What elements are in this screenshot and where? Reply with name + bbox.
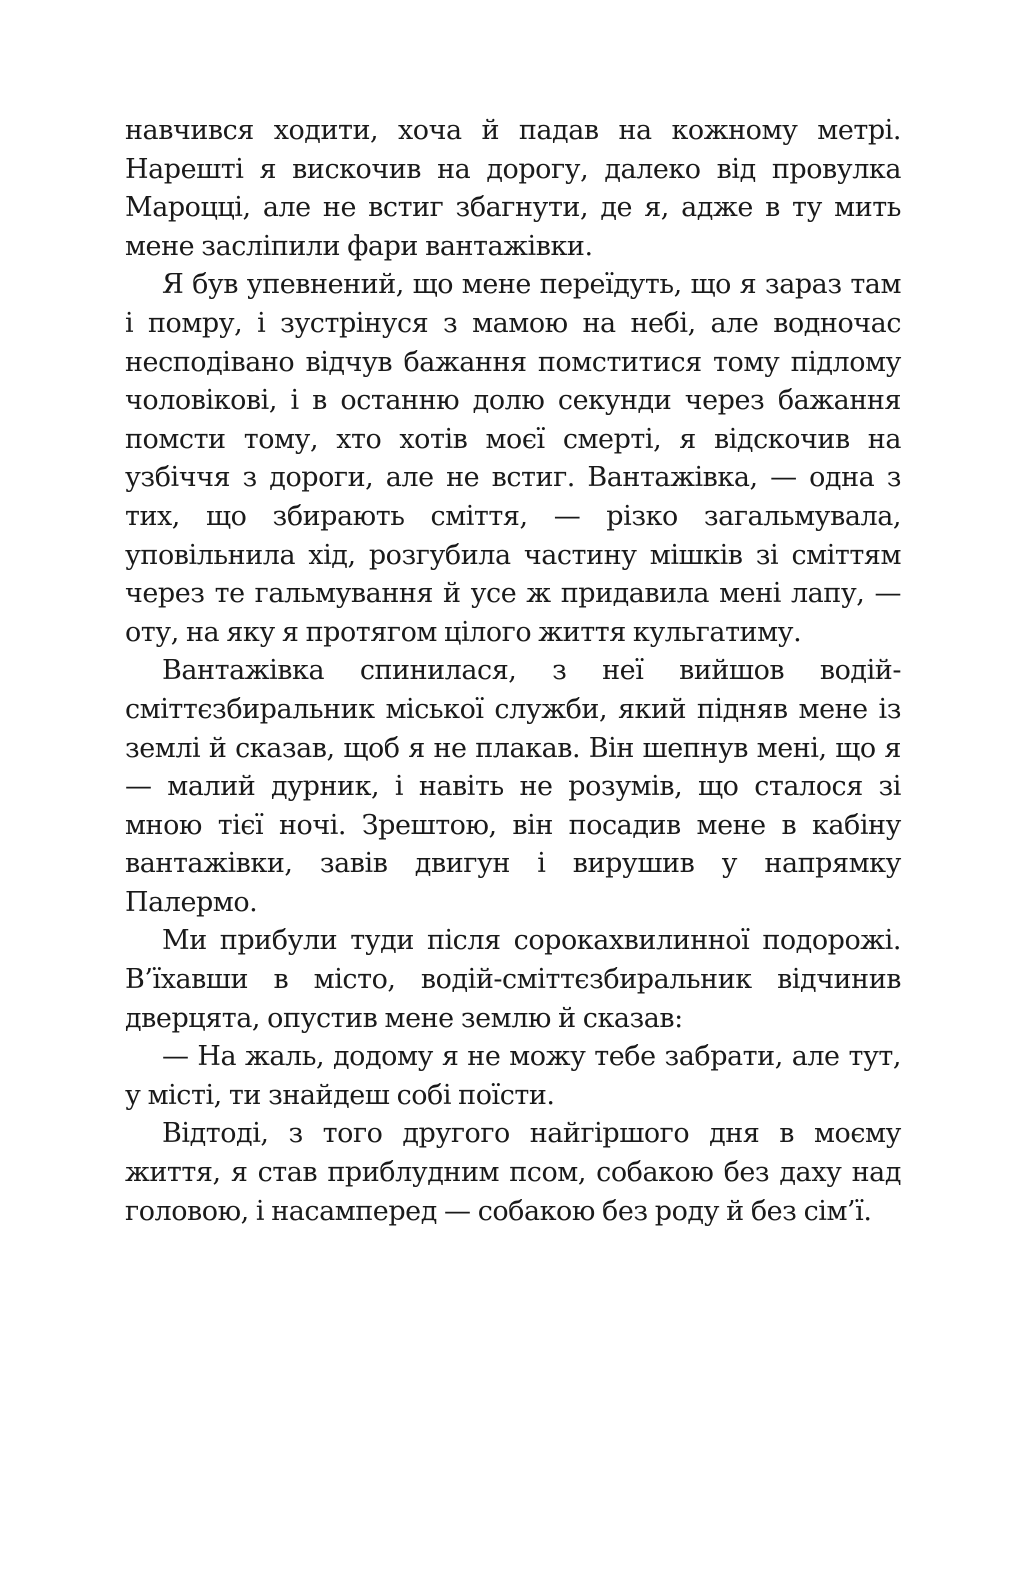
paragraph-1: навчився ходити, хоча й падав на кожному метрі. Нарешті я вискочив на дорогу, далеко від провулка Мароцці, але не встиг збагнути, де я, адже в ту мить мене засліпили фари вантажівки. [125,115,901,262]
paragraph-4: Ми прибули туди після сорокахвилинної подорожі. В’їхавши в місто, водій-сміттєзбиральник відчинив дверцята, опустив мене землю й сказав: [125,925,901,1034]
paragraph-3: Вантажівка спинилася, з неї вийшов водій-сміттєзбиральник міської служби, який підняв мене із землі й сказав, щоб я не плакав. Він шепнув мені, що я — малий дурник, і навіть не розумів, що сталося зі мною тієї ночі. Зрештою, він посадив мене в кабіну вантажівки, завів двигун і вирушив у напрямку Палермо. [125,655,901,918]
body-text [125,112,901,1231]
paragraph-2: Я був упевнений, що мене переїдуть, що я зараз там і помру, і зустрінуся з мамою на небі, але водночас несподівано відчув бажання помститися тому підлому чоловікові, і в останню долю секунди через бажання помсти тому, хто хотів моєї смерті, я відскочив на узбіччя з дороги, але не встиг. Вантажівка, — одна з тих, що збирають сміття, — різко загальмувала, уповільнила хід, розгубила частину мішків зі сміттям через те гальмування й усе ж придавила мені лапу, — оту, на яку я протягом цілого життя кульгатиму. [125,269,901,648]
paragraph-5-dialogue: — На жаль, додому я не можу тебе забрати, але тут, у місті, ти знайдеш собі поїсти. [125,1041,901,1111]
paragraph-6: Відтоді, з того другого найгіршого дня в моєму життя, я став приблудним псом, собакою без даху над головою, і насамперед — собакою без роду й без сім’ї. [125,1118,901,1227]
